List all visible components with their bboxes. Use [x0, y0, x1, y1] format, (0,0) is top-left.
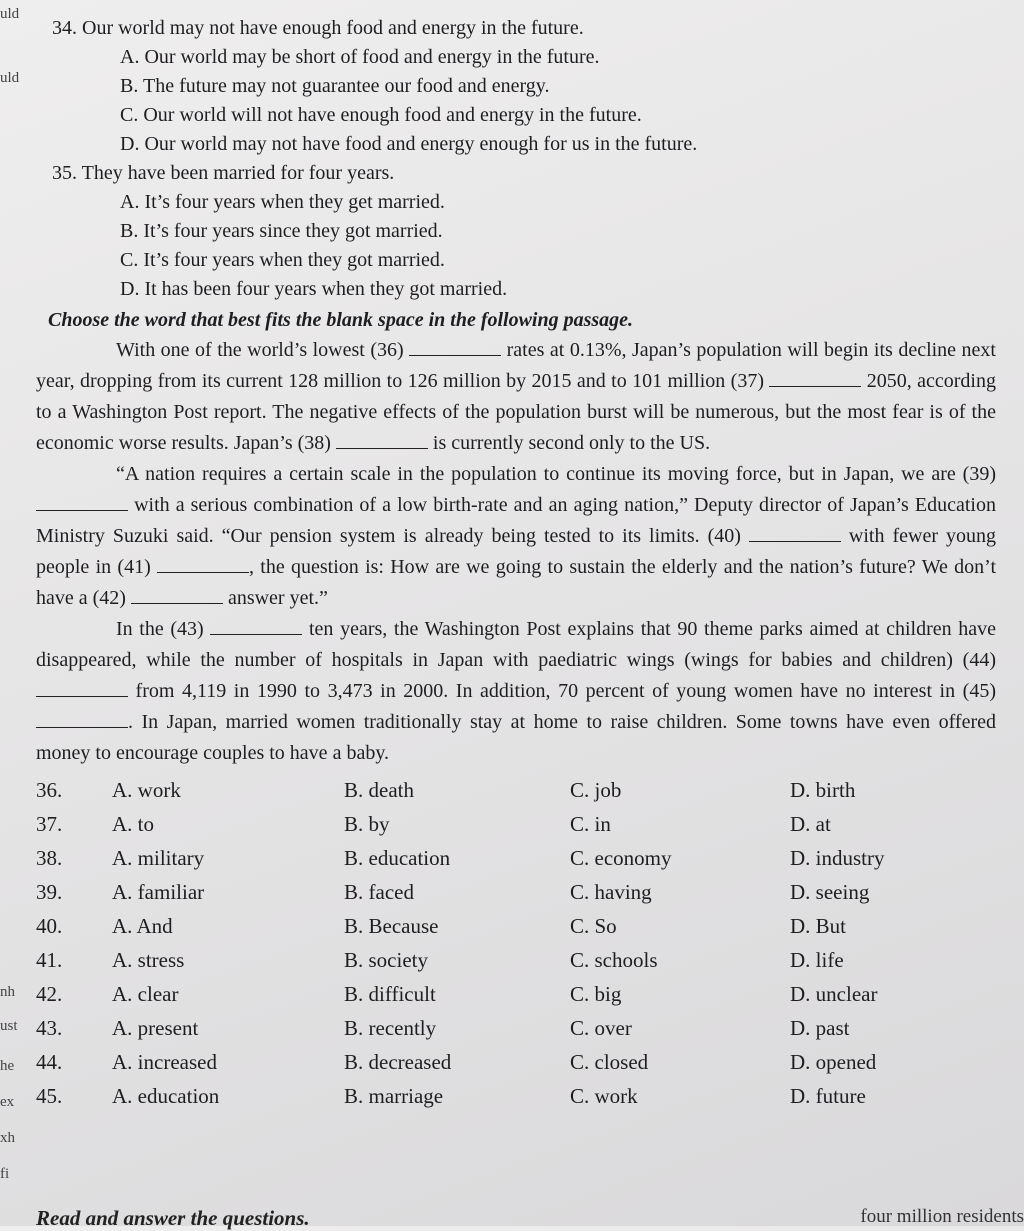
- margin-fragment: xh: [0, 1130, 15, 1146]
- blank-42: [131, 585, 223, 604]
- choice-b: B. difficult: [344, 981, 436, 1006]
- choice-a: A. present: [112, 1015, 199, 1040]
- choice-c: C. work: [570, 1083, 638, 1108]
- choice-b: B. marriage: [344, 1083, 444, 1108]
- answer-row: [36, 875, 996, 909]
- choice-d: D. at: [790, 811, 831, 836]
- choice-d: D. unclear: [790, 981, 878, 1006]
- answer-row: [36, 773, 996, 807]
- passage-text: , the question is: How are we going to sustain the elderly and the nation’s future? We don’t have a (42): [36, 556, 997, 609]
- choice-a: A. military: [112, 845, 205, 870]
- passage-paragraph-3: [36, 614, 996, 769]
- passage-text: In the (43): [116, 618, 211, 640]
- blank-39: [36, 492, 128, 511]
- passage-text: 2050, according to a Washington Post report. The negative effects of the population burst will be numerous, but the most fear is of the economic worse results. Japan’s (38): [36, 370, 996, 454]
- choice-a: A. familiar: [112, 879, 205, 904]
- choice-b: B. faced: [344, 879, 414, 904]
- answer-row: [36, 807, 996, 841]
- choice-d: D. future: [790, 1083, 866, 1108]
- choice-d: D. industry: [790, 845, 885, 870]
- choice-c: C. economy: [570, 845, 672, 870]
- margin-fragment: fi: [0, 1166, 10, 1182]
- answer-row: [36, 909, 996, 943]
- blank-43: [210, 616, 302, 635]
- blank-37: [769, 368, 861, 387]
- answer-option: D. Our world may not have food and energy enough for us in the future.: [120, 133, 698, 155]
- choice-a: A. increased: [112, 1049, 217, 1074]
- choice-a: A. stress: [112, 947, 185, 972]
- margin-fragment: nh: [0, 984, 15, 1000]
- choice-d: D. opened: [790, 1049, 877, 1074]
- answer-option: B. It’s four years since they got married.: [120, 220, 443, 242]
- choice-c: C. in: [570, 811, 611, 836]
- passage-text: . In Japan, married women traditionally stay at home to raise children. Some towns have even offered money to encourage couples to have a baby.: [36, 711, 996, 764]
- question-number: 36.: [36, 777, 63, 802]
- blank-38: [336, 430, 428, 449]
- question-35: [36, 159, 996, 304]
- answer-row: [36, 1045, 996, 1079]
- choice-b: B. society: [344, 947, 428, 972]
- question-number: 38.: [36, 845, 63, 870]
- choice-b: B. decreased: [344, 1049, 452, 1074]
- question-number: 43.: [36, 1015, 63, 1040]
- answer-row: [36, 977, 996, 1011]
- answer-row: [36, 841, 996, 875]
- question-number: 37.: [36, 811, 63, 836]
- question-stem: 34. Our world may not have enough food and energy in the future.: [52, 17, 584, 39]
- question-number: 42.: [36, 981, 63, 1006]
- question-number: 40.: [36, 913, 63, 938]
- answer-choices-table: [36, 773, 996, 1113]
- question-number: 45.: [36, 1083, 63, 1108]
- question-stem: 35. They have been married for four years.: [52, 162, 395, 184]
- passage-text: With one of the world’s lowest (36): [116, 339, 410, 361]
- blank-41: [157, 554, 249, 573]
- choice-c: C. schools: [570, 947, 658, 972]
- choice-c: C. big: [570, 981, 622, 1006]
- choice-c: C. job: [570, 777, 622, 802]
- passage-text: is currently second only to the US.: [427, 432, 711, 454]
- choice-a: A. to: [112, 811, 154, 836]
- choice-b: B. by: [344, 811, 390, 836]
- margin-fragment: he: [0, 1058, 15, 1074]
- cut-off-text: four million residents: [860, 1206, 1024, 1227]
- passage-text: with fewer young people in (41): [36, 525, 996, 578]
- choice-d: D. seeing: [790, 879, 870, 904]
- choice-b: B. Because: [344, 913, 439, 938]
- answer-option: C. It’s four years when they got married.: [120, 249, 445, 271]
- answer-option: B. The future may not guarantee our food and energy.: [120, 75, 550, 97]
- next-section-heading: Read and answer the questions.: [36, 1206, 310, 1230]
- choice-b: B. recently: [344, 1015, 437, 1040]
- answer-row: [36, 943, 996, 977]
- passage-text: from 4,119 in 1990 to 3,473 in 2000. In addition, 70 percent of young women have no interest in (45): [128, 680, 996, 702]
- answer-option: C. Our world will not have enough food and energy in the future.: [120, 104, 642, 126]
- question-number: 39.: [36, 879, 63, 904]
- passage-text: ten years, the Washington Post explains that 90 theme parks aimed at children have disappeared, while the number of hospitals in Japan with paediatric wings (wings for babies and children) (44): [36, 618, 997, 671]
- choice-c: C. over: [570, 1015, 632, 1040]
- answer-row: [36, 1011, 996, 1045]
- question-number: 44.: [36, 1049, 63, 1074]
- margin-fragment: uld: [0, 70, 20, 86]
- passage-text: rates at 0.13%, Japan’s population will begin its decline next year, dropping from its current 128 million to 126 million by 2015 and to 101 million (37): [36, 339, 996, 392]
- question-34: [36, 14, 996, 159]
- choice-a: A. education: [112, 1083, 220, 1108]
- choice-c: C. So: [570, 913, 617, 938]
- answer-row: [36, 1079, 996, 1113]
- blank-36: [409, 337, 501, 356]
- answer-option: A. It’s four years when they get married.: [120, 191, 445, 213]
- passage-paragraph-1: [36, 335, 996, 459]
- answer-option: D. It has been four years when they got married.: [120, 278, 508, 300]
- choice-d: D. birth: [790, 777, 856, 802]
- passage-text: with a serious combination of a low birth-rate and an aging nation,” Deputy director of Japan’s Education Ministry Suzuki said. “Our pension system is already being tested to its limits. (40): [36, 494, 996, 547]
- worksheet-content: [36, 14, 996, 1113]
- answer-option: A. Our world may be short of food and energy in the future.: [120, 46, 600, 68]
- margin-fragment: ust: [0, 1018, 18, 1034]
- choice-d: D. life: [790, 947, 844, 972]
- choice-d: D. past: [790, 1015, 850, 1040]
- choice-c: C. having: [570, 879, 652, 904]
- section-title: Choose the word that best fits the blank space in the following passage.: [48, 309, 634, 331]
- choice-d: D. But: [790, 913, 847, 938]
- passage-text: “A nation requires a certain scale in the population to continue its moving force, but in Japan, we are (39): [116, 463, 996, 485]
- choice-c: C. closed: [570, 1049, 649, 1074]
- question-number: 41.: [36, 947, 63, 972]
- passage-paragraph-2: [36, 459, 996, 614]
- choice-a: A. clear: [112, 981, 179, 1006]
- choice-a: A. And: [112, 913, 173, 938]
- blank-40: [749, 523, 841, 542]
- blank-44: [36, 678, 128, 697]
- margin-fragment: uld: [0, 6, 20, 22]
- blank-45: [36, 709, 128, 728]
- choice-a: A. work: [112, 777, 181, 802]
- passage-text: answer yet.”: [222, 587, 328, 609]
- choice-b: B. death: [344, 777, 414, 802]
- margin-fragment: ex: [0, 1094, 15, 1110]
- choice-b: B. education: [344, 845, 451, 870]
